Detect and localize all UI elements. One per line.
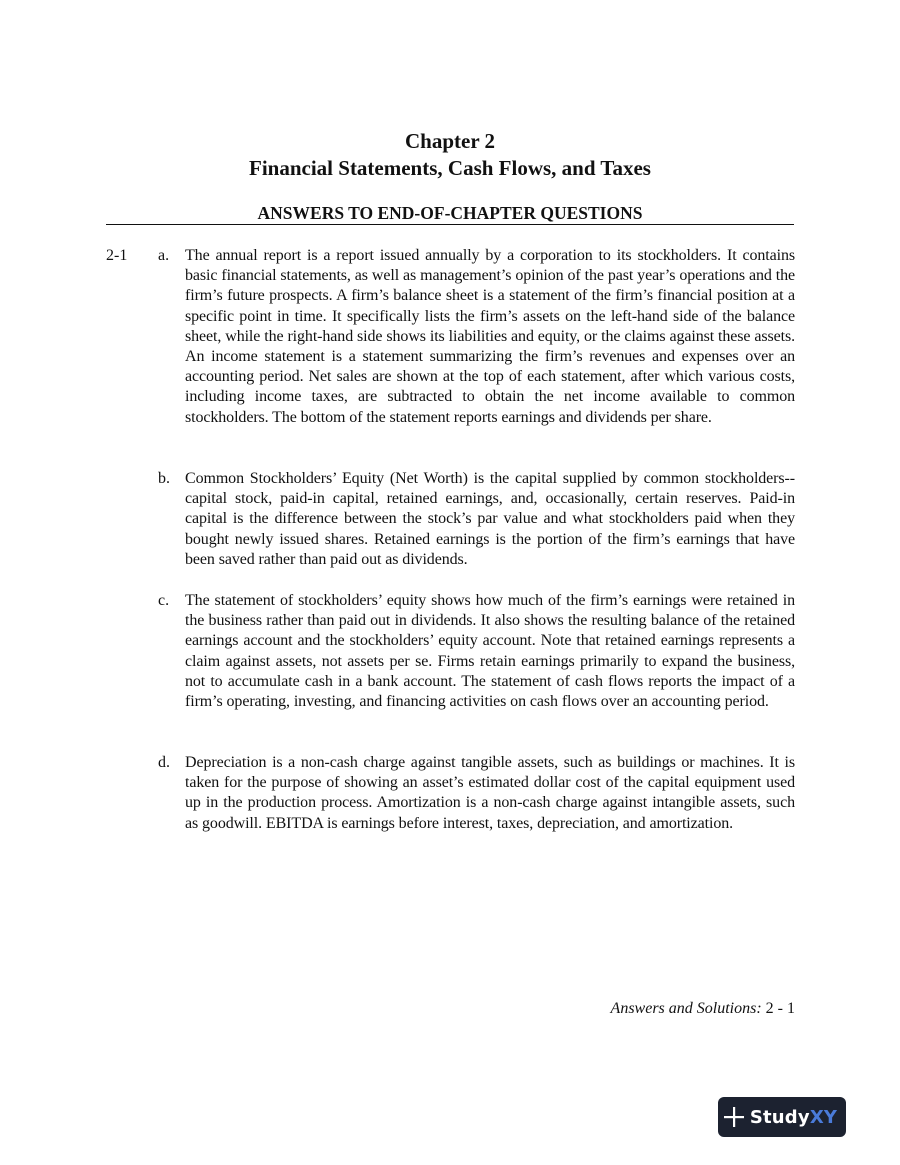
- item-text: The statement of stockholders’ equity shows how much of the firm’s earnings were retained in the business rather than paid out in dividends. It also shows the resulting balance of the retained earnings account and the stockholders’ equity account. Note that retained earnings represents a claim against assets, not assets per se. Firms retain earnings primarily to expand the business, not to accumulate cash in a bank account. The statement of cash flows reports the impact of a firm’s operating, investing, and financing activities on cash flows over an accounting period.: [185, 592, 795, 711]
- plus-icon: [723, 1106, 745, 1128]
- brand-logo-text: [750, 1107, 837, 1128]
- answer-item-b: [158, 469, 795, 570]
- question-number: 2-1: [106, 247, 128, 264]
- footer-label: Answers and Solutions:: [610, 1000, 762, 1017]
- chapter-number: Chapter 2: [404, 129, 496, 153]
- item-letter: b.: [158, 470, 170, 487]
- item-letter: c.: [158, 592, 170, 609]
- item-text: The annual report is a report issued annually by a corporation to its stockholders. It contains basic financial statements, as well as management’s opinion of the past year’s operations and the firm’s future prospects. A firm’s balance sheet is a statement of the firm’s financial position at a specific point in time. It specifically lists the firm’s assets on the left-hand side of the balance sheet, while the right-hand side shows its liabilities and equity, or the claims against these assets. An income statement is a statement summarizing the firm’s revenues and expenses over an accounting period. Net sales are shown at the top of each statement, after which various costs, including income taxes, are subtracted to obtain the net income available to common stockholders. The bottom of the statement reports earnings and dividends per share.: [185, 247, 795, 426]
- answer-item-c: [158, 591, 795, 712]
- item-text: Depreciation is a non-cash charge against tangible assets, such as buildings or machines. It is taken for the purpose of showing an asset’s estimated dollar cost of the capital equipment used up in the production process. Amortization is a non-cash charge against intangible assets, such as goodwill. EBITDA is earnings before interest, taxes, depreciation, and amortization.: [185, 754, 795, 832]
- brand-accent: XY: [809, 1106, 838, 1128]
- answer-item-d: [158, 753, 795, 834]
- chapter-title: Financial Statements, Cash Flows, and Taxes: [249, 156, 651, 180]
- item-letter: d.: [158, 754, 170, 771]
- studyxy-watermark-badge[interactable]: [718, 1097, 846, 1137]
- item-text: Common Stockholders’ Equity (Net Worth) is the capital supplied by common stockholders--capital stock, paid-in capital, retained earnings, and, occasionally, certain reserves. Paid-in capital is the difference between the stock’s par value and what stockholders paid when they bought newly issued shares. Retained earnings is the portion of the firm’s earnings that have been saved rather than paid out as dividends.: [185, 470, 795, 568]
- section-heading: ANSWERS TO END-OF-CHAPTER QUESTIONS: [106, 202, 794, 225]
- page-footer: [611, 999, 795, 1019]
- answer-item-a: [158, 246, 795, 428]
- brand-main: Study: [749, 1106, 810, 1128]
- item-letter: a.: [158, 247, 170, 264]
- page-number: 2 - 1: [765, 1000, 795, 1017]
